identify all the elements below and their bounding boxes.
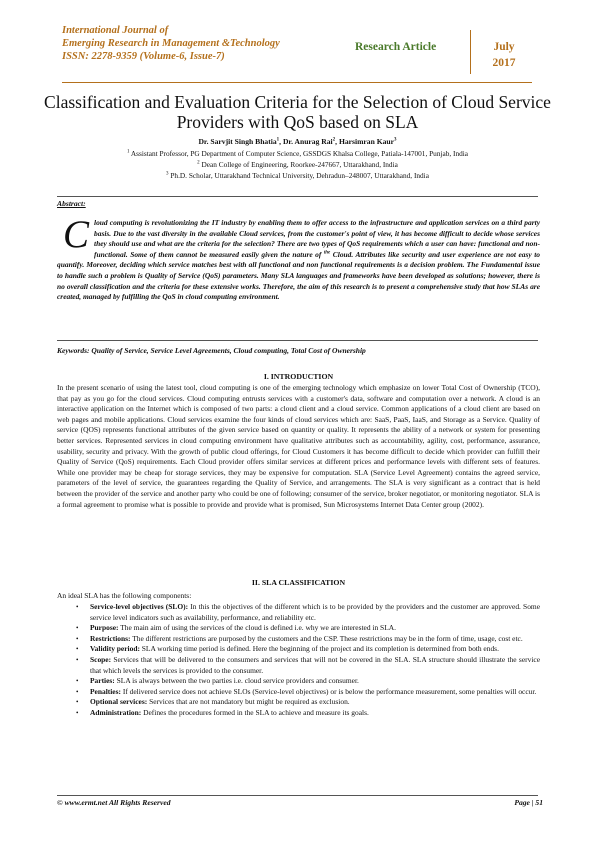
introduction-paragraph: In the present scenario of using the latest tool, cloud computing is one of the emerging technology which emphasize on lower Total Cost of Ownership (TCO), that pay as you go for the cloud services. Cloud computing entrusts services with a customer's data, software and computation over a network. A cloud is an interactive application on the Internet which is composed of two parts: a cloud client and a cloud service. Common applications of a cloud client are based on web pages and mobile applications. Cloud services examine the four kinds of cloud services which are: SaaS, PaaS, IaaS, and Storage as a Service. Quality of service (QOS) represents functional attributes of the given service based on quantity or quality. It represents the ability of a network or system for presenting better services. Represented services in cloud computing environment have qualitative attributes such as accountability, agility, cost, performance, assurance, usability, security and privacy. With the growth of public cloud offerings, for Cloud Customers it has become difficult to decide which provider can fulfill their Quality of Service (QoS) requirements. Each Cloud provider offers similar services at different prices and performance levels with different sets of features. While one provider may be cheap for storage services, they may be expensive for computation. SLA (Service Level Agreement) contains the agreed service, parameters of the level of service, the guarantees regarding the Quality of Service, and arrangements. The SLA is very significant as a contract that is held between the provider of the service and another party who could be one of following; consumer of the service, broker negotiator, or monitoring negotiator. SLA is a formal agreement to promise what is possible to provide and provide what is promised, Sun Microsystems Internet Data Center group (2002). [57,383,540,509]
author-sup: 3 [394,137,397,143]
list-item [57,602,540,623]
author-separator: , [335,137,339,146]
bullet-icon: • [76,698,79,707]
affiliation-sup: 2 [197,160,200,166]
journal-name-line1: International Journal of [62,25,169,36]
list-item-term: Administration: [90,707,142,717]
list-item-text: If delivered service does not achieve SLOs (Service-level objectives) or is below the performance measurement, some penalties will occur. [120,686,537,696]
sla-component-list [57,602,540,719]
journal-header [62,24,362,63]
list-item [57,697,540,708]
author-name: Harsimran Kaur [338,137,395,146]
list-item-term: Purpose: [90,623,119,633]
issue-date [478,39,530,71]
affiliation-sup: 3 [166,171,169,177]
header-divider [470,30,471,74]
author-list [40,137,555,147]
bullet-icon: • [76,677,79,686]
affiliation-text: Assistant Professor, PG Department of Computer Science, GSSDGS Khalsa College, Patiala-147001, Punjab, India [130,149,469,158]
abstract-label: Abstract: [57,199,86,208]
paper-title: Classification and Evaluation Criteria for the Selection of Cloud Service Providers with QoS based on SLA [44,92,551,132]
bullet-icon: • [76,645,79,654]
affiliation-sup: 1 [126,149,130,155]
affiliation [40,171,555,180]
abstract-dropcap: C [63,213,90,256]
abstract-sup: the [323,250,331,256]
author-name: Dr. Sarvjit Singh Bhatia [198,137,277,146]
list-item [57,644,540,655]
bullet-icon: • [76,687,79,696]
list-item-text: SLA working time period is defined. Here the beginning of the project and its completion is determined from both ends. [139,644,499,654]
list-item [57,655,540,676]
list-item [57,623,540,634]
keywords: Keywords: Quality of Service, Service Level Agreements, Cloud computing, Total Cost of Ownership [57,346,366,355]
list-item-text: Defines the procedures formed in the SLA to achieve and measure its goals. [141,707,369,717]
abstract-text [57,213,541,303]
list-item-term: Service-level objectives (SLO): [90,602,189,611]
author-name: Dr. Anurag Rai [282,137,333,146]
section-heading-sla-classification: II. SLA CLASSIFICATION [251,578,346,587]
footer-rule [57,795,538,796]
list-item-text: Services that are not mandatory but might be required as exclusion. [147,697,350,707]
bullet-icon: • [76,634,79,643]
affiliation-text: Ph.D. Scholar, Uttarakhand Technical University, Dehradun–248007, Uttarakhand, India [170,171,429,180]
sla-intro: An ideal SLA has the following components: [57,591,192,600]
affiliation [40,149,555,158]
list-item-term: Penalties: [90,686,121,696]
list-item [57,676,540,687]
affiliation [40,160,555,169]
abstract-body-b: Cloud. Attributes like security and user experience are not easy to quantify. Moreover, deciding which service matches best with all functional and non functional requirements is a decision problem. The Fundamental issue to handle such a problem is Quality of Service (QoS) parameters. Many SLA languages and frameworks have been developed as solutions; however, there is no overall classification and the criteria for these extensive works. Therefore, the aim of this research is to present a comprehensive study that how SLAs are created, managed by fulfilling the QoS in cloud computing environment. [57,249,541,302]
abstract-top-rule [57,196,538,197]
bullet-icon: • [76,603,79,611]
list-item-text: The main aim of using the services of the cloud is defined i.e. why we are interested in SLA. [118,623,396,633]
journal-name-line2: Emerging Research in Management &Technology [62,38,280,49]
abstract-body-a: loud computing is revolutionizing the IT industry by enabling them to offer access to the infrastructure and application services on a third party basis. Due to the vast diversity in the available Cloud services, from the customer's point of view, it has become difficult to decide whose services they should use and what are the criteria for the selection? There are two types of QoS requirements which a user can have: functional and non-functional. Some of them cannot be measured easily given the nature of [94,218,540,259]
journal-issn: ISSN: 2278-9359 (Volume-6, Issue-7) [62,51,225,62]
author-separator: , [279,137,283,146]
bullet-icon: • [76,655,79,664]
list-item-term: Scope: [90,654,112,664]
list-item-term: Validity period: [90,644,140,654]
bullet-icon: • [76,624,79,633]
issue-month: July [493,41,515,53]
list-item-text: Services that will be delivered to the consumers and services that will not be covered in the SLA. SLA structure should illustrate the service that which levels the services is provided to the consumer. [90,654,540,675]
header-rule [62,82,532,83]
list-item-text: The different restrictions are purposed by the customers and the CSP. These restrictions may be in the form of time, usage, cost etc. [130,633,523,643]
bullet-icon: • [76,708,79,717]
article-type: Research Article [355,41,437,53]
list-item-term: Restrictions: [90,633,131,643]
issue-year: 2017 [492,57,516,69]
list-item [57,634,540,645]
author-sup: 2 [332,137,336,143]
section-heading-introduction: I. INTRODUCTION [263,372,334,381]
list-item-term: Parties: [90,676,115,686]
list-item [57,687,540,698]
list-item [57,708,540,719]
footer-copyright: © www.ermt.net All Rights Reserved [57,798,171,807]
list-item-text: In this the objectives of the different which is to be provided by the providers and the customer are approved. Some service level indicators such as availability, performance, and reliability etc. [90,602,540,622]
author-sup: 1 [276,137,280,143]
affiliation-text: Dean College of Engineering, Roorkee-247667, Uttarakhand, India [201,160,398,169]
list-item-text: SLA is always between the two parties i.e. cloud service providers and consumer. [114,676,359,686]
abstract-bottom-rule [57,340,538,341]
list-item-term: Optional services: [90,697,148,707]
footer-page-number: Page | 51 [514,798,543,807]
